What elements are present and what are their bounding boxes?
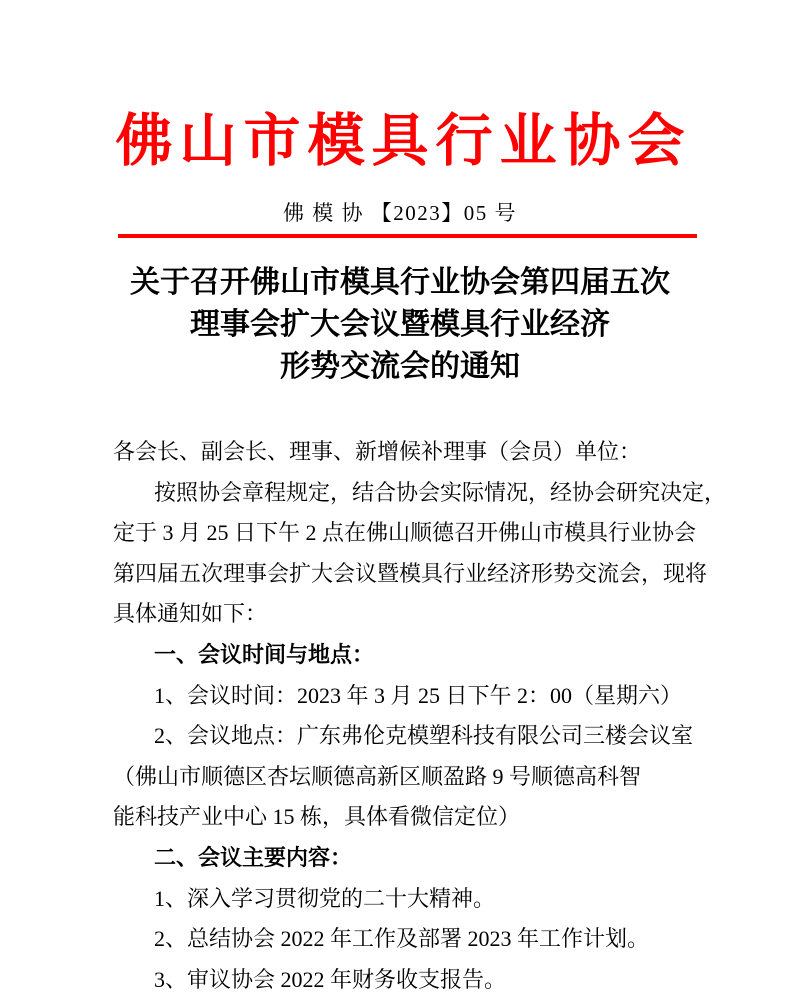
body-line-agenda-3: 3、审议协会 2022 年财务收支报告。	[154, 966, 507, 992]
body-line-meeting-place: 2、会议地点：广东弗伦克模塑科技有限公司三楼会议室	[154, 723, 694, 749]
document-body	[113, 432, 727, 1000]
doc-number: 佛 模 协 【2023】05 号	[283, 201, 517, 225]
section-heading-2: 二、会议主要内容：	[154, 844, 353, 870]
red-divider-line	[118, 234, 697, 238]
body-line-address-2: 能科技产业中心 15 栋，具体看微信定位）	[113, 804, 521, 830]
body-line-agenda-2: 2、总结协会 2022 年工作及部署 2023 年工作计划。	[154, 926, 650, 952]
body-line-meeting-time: 1、会议时间：2023 年 3 月 25 日下午 2：00（星期六）	[154, 682, 683, 708]
body-line-intro-1: 按照协会章程规定，结合协会实际情况，经协会研究决定，	[154, 479, 727, 505]
body-line-address-1: （佛山市顺德区杏坛顺德高新区顺盈路 9 号顺德高科智	[113, 763, 642, 789]
section-heading-1: 一、会议时间与地点：	[154, 641, 375, 667]
body-line-intro-3: 第四届五次理事会扩大会议暨模具行业经济形势交流会，现将	[113, 560, 708, 586]
org-title: 佛山市模具行业协会	[115, 110, 692, 173]
notice-title	[0, 262, 800, 388]
notice-title-line-1: 关于召开佛山市模具行业协会第四届五次	[130, 266, 670, 299]
body-line-agenda-1: 1、深入学习贯彻党的二十大精神。	[154, 885, 496, 911]
body-line-salutation: 各会长、副会长、理事、新增候补理事（会员）单位：	[113, 439, 642, 464]
notice-title-line-3: 形势交流会的通知	[280, 350, 520, 383]
body-line-intro-4: 具体通知如下：	[113, 601, 268, 627]
notice-title-line-2: 理事会扩大会议暨模具行业经济	[190, 308, 610, 341]
body-line-intro-2: 定于 3 月 25 日下午 2 点在佛山顺德召开佛山市模具行业协会	[113, 520, 697, 546]
